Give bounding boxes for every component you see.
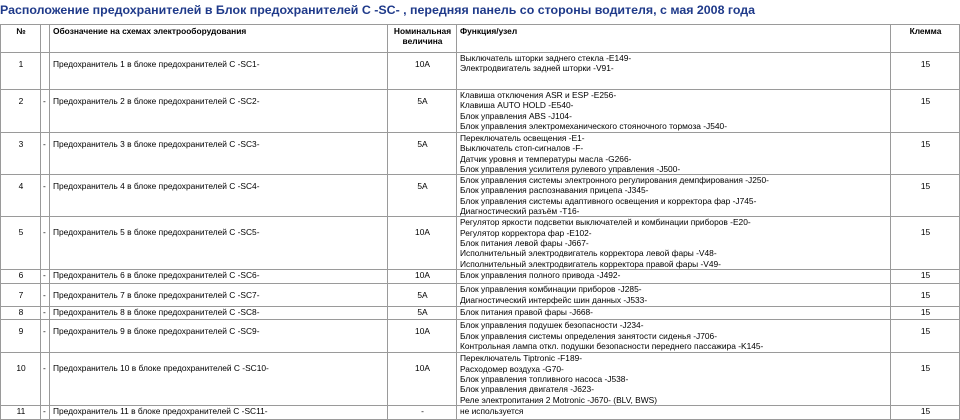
row-nominal: - — [388, 405, 457, 419]
cell-text: 1 — [18, 59, 24, 69]
cell-text: 4 — [18, 181, 24, 192]
row-designation: Предохранитель 11 в блоке предохранителей С -SC11- — [50, 405, 388, 419]
cell-text: 10A — [415, 59, 430, 69]
row-number — [1, 175, 41, 217]
function-line: Диагностический интерфейс шин данных -J533- — [460, 294, 648, 305]
row-terminal: 15 — [891, 307, 960, 320]
row-designation: Предохранитель 6 в блоке предохранителей С -SC6- — [50, 270, 388, 284]
cell-text: 15 — [920, 96, 931, 106]
row-designation — [50, 175, 388, 217]
row-designation — [50, 217, 388, 270]
cell-text: Предохранитель 9 в блоке предохранителей С -SC9- — [53, 326, 260, 337]
table-row — [1, 53, 960, 90]
row-nominal — [388, 175, 457, 217]
row-terminal — [891, 133, 960, 175]
function-line: Клавиша отключения ASR и ESP -E256- — [460, 90, 617, 100]
row-nominal — [388, 53, 457, 90]
header-designation: Обозначение на схемах электрооборудования — [50, 25, 388, 53]
function-line: не используется — [460, 405, 524, 416]
header-blank — [41, 25, 50, 53]
function-line: Контрольная лампа откл. подушки безопасности переднего пассажира -K145- — [460, 340, 764, 351]
row-number — [1, 53, 41, 90]
row-nominal — [388, 320, 457, 353]
row-terminal — [891, 353, 960, 405]
cell-text: 5 — [18, 227, 24, 238]
function-line: Блок управления распознавания прицепа -J345- — [460, 185, 649, 196]
cell-text: Предохранитель 2 в блоке предохранителей С -SC2- — [53, 96, 260, 106]
fuse-table — [0, 24, 960, 420]
row-dash — [41, 175, 50, 217]
row-designation — [50, 90, 388, 133]
cell-text: - — [43, 96, 46, 106]
function-line: Исполнительный электродвигатель корректора правой фары -V49- — [460, 258, 721, 269]
cell-text: 15 — [920, 139, 931, 149]
cell-text: - — [43, 326, 46, 337]
row-functions — [457, 133, 891, 175]
row-nominal — [388, 133, 457, 175]
function-line: Клавиша AUTO HOLD -E540- — [460, 100, 574, 111]
row-dash — [41, 217, 50, 270]
cell-text: 15 — [920, 227, 931, 238]
table-row — [1, 175, 960, 217]
function-line: Регулятор яркости подсветки выключателей и комбинации приборов -E20- — [460, 217, 751, 228]
row-functions — [457, 353, 891, 405]
row-terminal — [891, 175, 960, 217]
row-number: 11 — [1, 405, 41, 419]
row-number — [1, 353, 41, 405]
table-row — [1, 217, 960, 270]
row-terminal: 15 — [891, 270, 960, 284]
row-designation — [50, 133, 388, 175]
row-number — [1, 284, 41, 307]
row-terminal — [891, 53, 960, 90]
cell-text: 2 — [18, 96, 24, 106]
row-functions — [457, 53, 891, 90]
row-designation: Предохранитель 8 в блоке предохранителей С -SC8- — [50, 307, 388, 320]
row-functions — [457, 270, 891, 284]
table-row — [1, 353, 960, 405]
row-nominal — [388, 90, 457, 133]
row-designation — [50, 353, 388, 405]
function-line: Переключатель освещения -E1- — [460, 133, 585, 143]
table-row — [1, 90, 960, 133]
header-nominal-line2: величина — [402, 36, 443, 47]
cell-text: - — [43, 290, 46, 301]
cell-text: 15 — [920, 326, 931, 337]
function-line: Блок управления комбинации приборов -J285- — [460, 284, 642, 295]
table-row — [1, 320, 960, 353]
cell-text: Предохранитель 1 в блоке предохранителей С -SC1- — [53, 59, 260, 69]
row-functions — [457, 307, 891, 320]
row-number: 6 — [1, 270, 41, 284]
function-line: Блок управления двигателя -J623- — [460, 384, 595, 395]
function-line: Блок питания левой фары -J667- — [460, 237, 589, 248]
cell-text: - — [43, 139, 46, 149]
row-functions — [457, 405, 891, 419]
row-dash: - — [41, 270, 50, 284]
cell-text — [43, 53, 49, 59]
cell-text: 10A — [415, 227, 430, 238]
row-dash: - — [41, 405, 50, 419]
row-nominal — [388, 353, 457, 405]
cell-text: 15 — [920, 59, 931, 69]
cell-text: Предохранитель 10 в блоке предохранителей С -SC10- — [53, 363, 269, 374]
header-num: № — [1, 25, 41, 53]
header-function: Функция/узел — [457, 25, 891, 53]
row-nominal — [388, 217, 457, 270]
cell-text: - — [43, 181, 46, 192]
row-dash — [41, 53, 50, 90]
row-functions — [457, 320, 891, 353]
table-row — [1, 133, 960, 175]
row-number — [1, 217, 41, 270]
function-line: Реле электропитания 2 Motronic -J670- (BLV, BWS) — [460, 394, 658, 405]
cell-text: 3 — [18, 139, 24, 149]
function-line: Выключатель шторки заднего стекла -E149- — [460, 53, 632, 63]
row-terminal — [891, 90, 960, 133]
header-terminal: Клемма — [891, 25, 960, 53]
cell-text: 9 — [18, 326, 24, 337]
cell-text: 5A — [417, 290, 428, 301]
page-title: Расположение предохранителей в Блок предохранителей С -SC- , передняя панель со стороны водителя, с мая 2008 года — [0, 3, 756, 17]
row-functions — [457, 217, 891, 270]
function-line: Блок управления системы электронного регулирования демпфирования -J250- — [460, 175, 769, 186]
row-nominal: 5A — [388, 307, 457, 320]
cell-text: 10A — [415, 363, 430, 374]
table-header-row — [1, 25, 960, 53]
row-designation — [50, 284, 388, 307]
cell-text: - — [43, 227, 46, 238]
cell-text: Предохранитель 4 в блоке предохранителей С -SC4- — [53, 181, 260, 192]
function-line: Исполнительный электродвигатель корректора левой фары -V48- — [460, 248, 717, 259]
function-line: Блок управления подушек безопасности -J234- — [460, 320, 644, 331]
cell-text: Предохранитель 7 в блоке предохранителей С -SC7- — [53, 290, 260, 301]
row-dash — [41, 320, 50, 353]
header-nominal-line1: Номинальная — [393, 26, 452, 36]
function-line: Блок питания правой фары -J668- — [460, 307, 593, 318]
function-line: Выключатель стоп-сигналов -F- — [460, 143, 584, 154]
function-line: Блок управления усилителя рулевого управления -J500- — [460, 163, 681, 174]
function-line: Диагностический разъём -T16- — [460, 206, 580, 217]
function-line: Регулятор корректора фар -E102- — [460, 227, 592, 238]
row-dash — [41, 90, 50, 133]
cell-text: 5A — [417, 96, 428, 106]
row-dash — [41, 284, 50, 307]
header-nominal — [388, 25, 457, 53]
function-line: Электродвигатель задней шторки -V91- — [460, 63, 614, 74]
row-functions — [457, 175, 891, 217]
row-number — [1, 133, 41, 175]
table-row — [1, 284, 960, 307]
table-row — [1, 405, 960, 419]
row-nominal — [388, 284, 457, 307]
row-terminal — [891, 284, 960, 307]
row-terminal — [891, 320, 960, 353]
function-line: Блок управления топливного насоса -J538- — [460, 373, 629, 384]
cell-text: 15 — [920, 363, 931, 374]
row-number: 8 — [1, 307, 41, 320]
row-dash: - — [41, 307, 50, 320]
row-dash — [41, 133, 50, 175]
function-line: Блок управления системы определения занятости сиденья -J706- — [460, 330, 717, 341]
cell-text: 15 — [920, 181, 931, 192]
table-row — [1, 307, 960, 320]
cell-text: 10A — [415, 326, 430, 337]
function-line: Датчик уровня и температуры масла -G266- — [460, 153, 632, 164]
row-dash — [41, 353, 50, 405]
function-line: Расходомер воздуха -G70- — [460, 363, 564, 374]
function-line: Блок управления системы адаптивного освещения и корректора фар -J745- — [460, 195, 757, 206]
row-terminal: 15 — [891, 405, 960, 419]
row-designation — [50, 320, 388, 353]
row-terminal — [891, 217, 960, 270]
row-functions — [457, 284, 891, 307]
cell-text: 5A — [417, 181, 428, 192]
function-line: Переключатель Tiptronic -F189- — [460, 353, 583, 364]
function-line: Блок управления ABS -J104- — [460, 110, 572, 121]
cell-text: Предохранитель 5 в блоке предохранителей С -SC5- — [53, 227, 260, 238]
row-number — [1, 320, 41, 353]
table-row — [1, 270, 960, 284]
function-line: Блок управления полного привода -J492- — [460, 270, 621, 281]
row-functions — [457, 90, 891, 133]
cell-text: - — [43, 363, 46, 374]
cell-text: Предохранитель 3 в блоке предохранителей С -SC3- — [53, 139, 260, 149]
function-line: Блок управления электромеханического стояночного тормоза -J540- — [460, 120, 728, 131]
row-number — [1, 90, 41, 133]
cell-text: 7 — [18, 290, 24, 301]
row-designation — [50, 53, 388, 90]
cell-text: 5A — [417, 139, 428, 149]
cell-text: 15 — [920, 290, 931, 301]
cell-text: 10 — [16, 363, 26, 374]
row-nominal: 10A — [388, 270, 457, 284]
